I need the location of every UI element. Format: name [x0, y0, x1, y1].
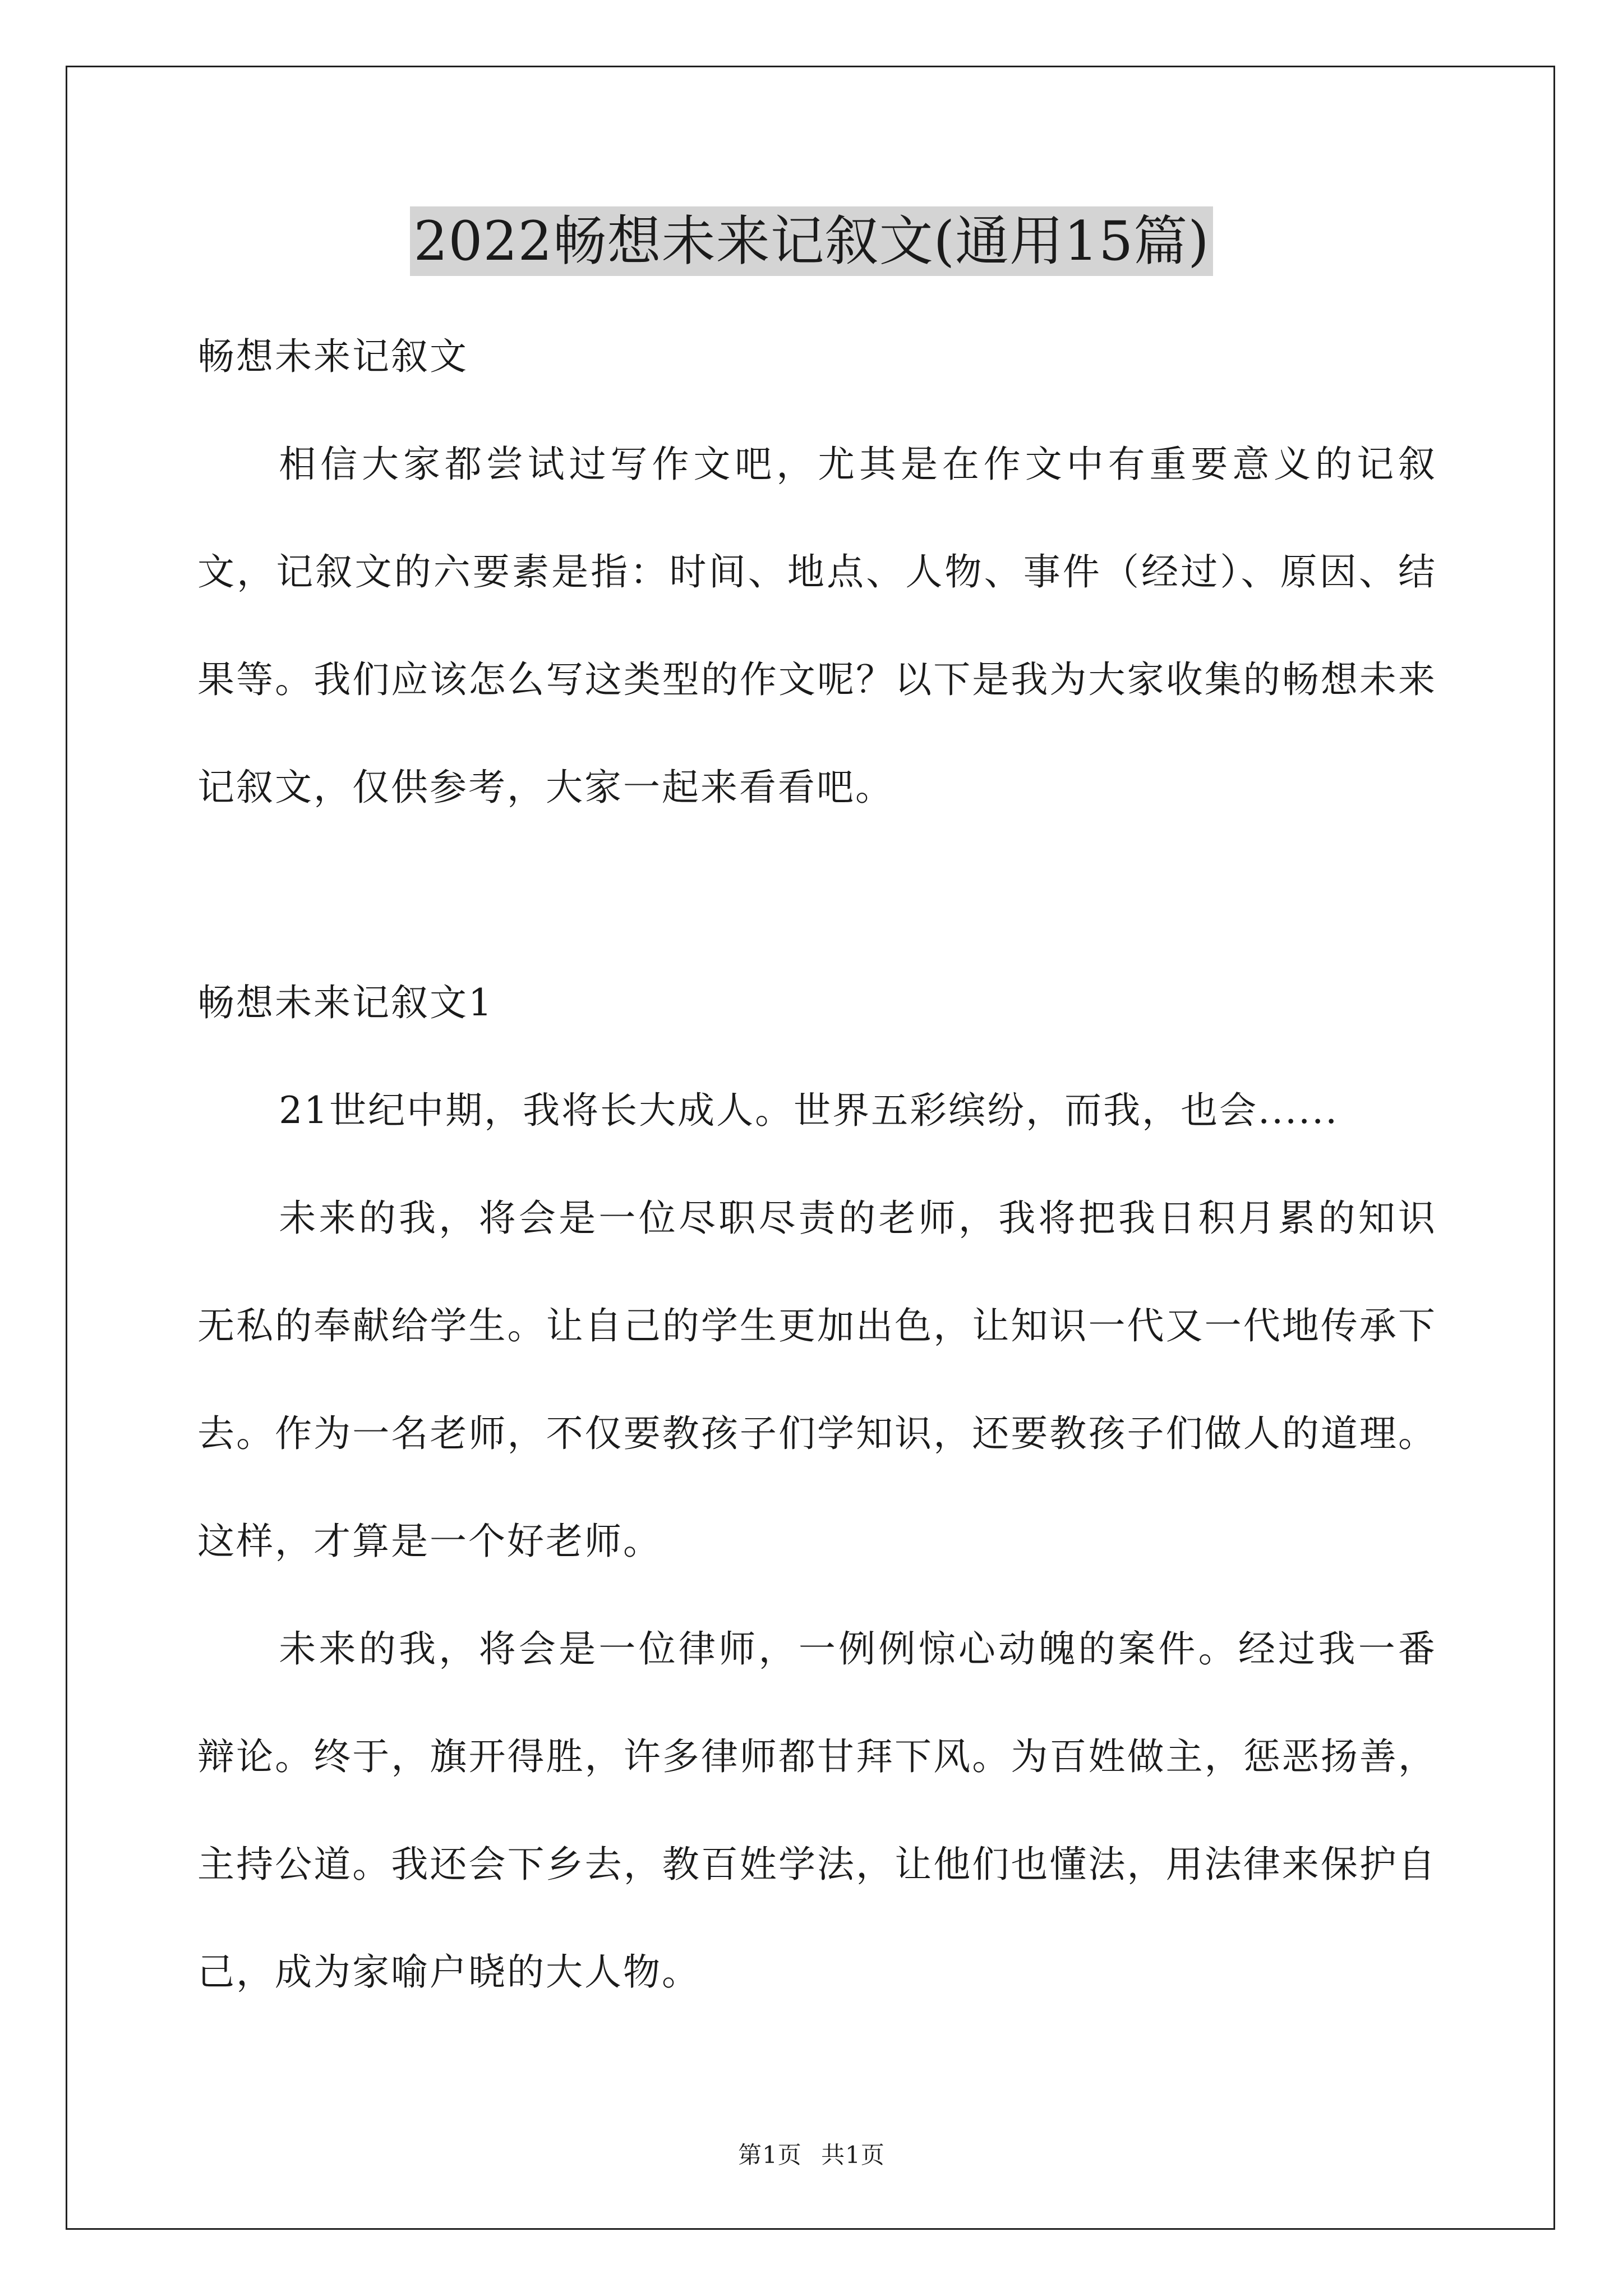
- page-number-current: 第1页: [738, 2141, 802, 2169]
- document-title: 2022畅想未来记叙文(通用15篇): [410, 206, 1212, 276]
- paragraph: 未来的我，将会是一位律师，一例例惊心动魄的案件。经过我一番辩论。终于，旗开得胜，许多律师都甘拜下风。为百姓做主，惩恶扬善，主持公道。我还会下乡去，教百姓学法，让他们也懂法，用法律来保护自己，成为家喻户晓的大人物。: [197, 1627, 1437, 1994]
- section-heading: 畅想未来记叙文: [197, 335, 468, 378]
- paragraph: 未来的我，将会是一位尽职尽责的老师，我将把我日积月累的知识无私的奉献给学生。让自己的学生更加出色，让知识一代又一代地传承下去。作为一名老师，不仅要教孩子们学知识，还要教孩子们做人的道理。这样，才算是一个好老师。: [197, 1197, 1437, 1563]
- page-footer: [0, 2138, 1623, 2172]
- title-container: [0, 206, 1623, 276]
- paragraph: 21世纪中期，我将长大成人。世界五彩缤纷，而我，也会......: [279, 1089, 1339, 1132]
- document-body: [197, 303, 1437, 2026]
- paragraph: 相信大家都尝试过写作文吧，尤其是在作文中有重要意义的记叙文，记叙文的六要素是指：时间、地点、人物、事件（经过）、原因、结果等。我们应该怎么写这类型的作文呢？以下是我为大家收集的畅想未来记叙文，仅供参考，大家一起来看看吧。: [197, 443, 1437, 809]
- section-spacer: [197, 841, 1437, 949]
- page-number-total: 共1页: [821, 2141, 885, 2169]
- section-heading: 畅想未来记叙文1: [197, 981, 494, 1024]
